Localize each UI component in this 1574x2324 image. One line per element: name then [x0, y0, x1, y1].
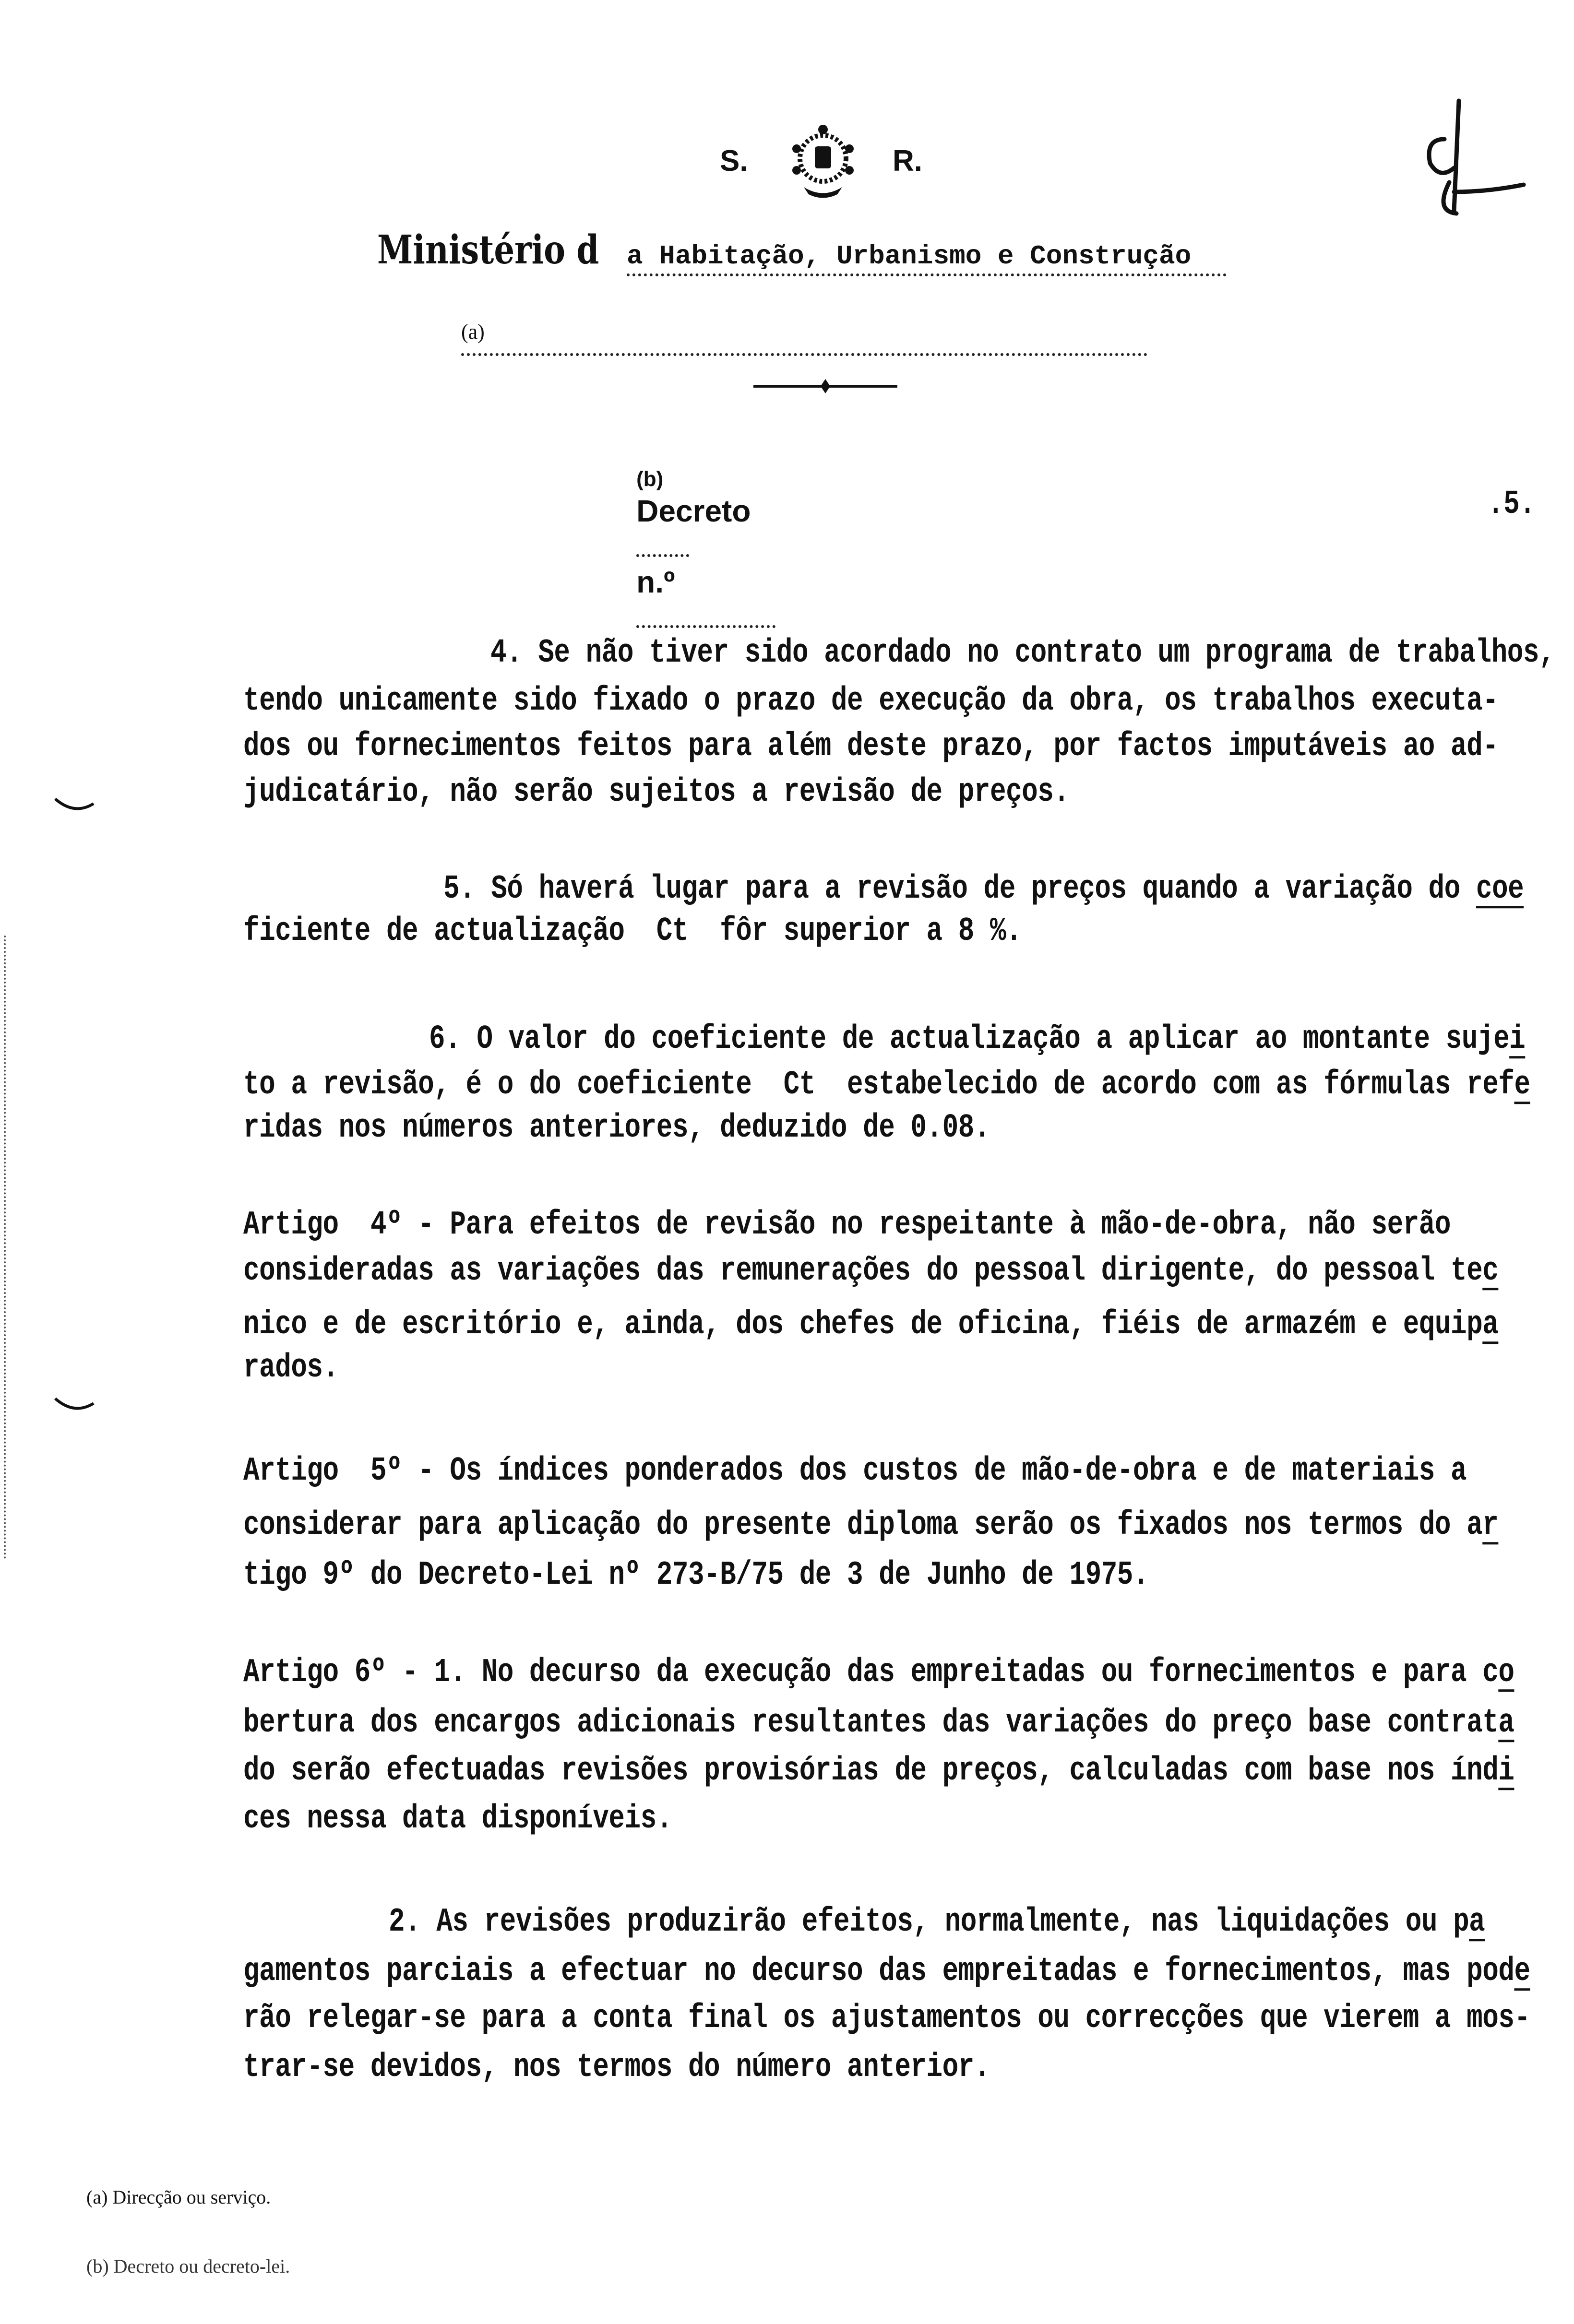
field-a-marker: (a) [461, 320, 485, 344]
hyphenation-fragment: a [1498, 1703, 1514, 1742]
binding-edge [4, 936, 9, 1559]
ministry-name: a Habitação, Urbanismo e Construção [627, 241, 1227, 276]
body-line [243, 1952, 1530, 1990]
body-line [243, 1799, 672, 1838]
body-line [243, 1251, 1498, 1290]
body-line-text: tigo 9º do Decreto-Lei nº 273-B/75 de 3 de Junho de 1975. [243, 1555, 1149, 1594]
body-line-text: 2. As revisões produzirão efeitos, normalmente, nas liquidações ou p [389, 1902, 1469, 1941]
body-line [243, 772, 1069, 811]
body-line [429, 1020, 1525, 1058]
hyphenation-fragment: i [1509, 1020, 1526, 1058]
body-line [243, 1305, 1498, 1343]
body-line-text: rados. [243, 1348, 339, 1387]
coat-of-arms-seal-icon [777, 120, 869, 202]
hyphenation-fragment: e [1514, 1065, 1530, 1103]
header-r: R. [893, 144, 922, 178]
body-line [243, 1703, 1514, 1742]
decreto-type-blank [636, 554, 689, 557]
body-line [389, 1902, 1485, 1941]
body-line-text: 5. Só haverá lugar para a revisão de preços quando a variação do [443, 869, 1476, 908]
body-line [243, 681, 1498, 720]
hyphenation-fragment: coe [1476, 869, 1524, 908]
footnote-b: (b) Decreto ou decreto-lei. [86, 2255, 290, 2277]
hyphenation-fragment: a [1469, 1902, 1485, 1941]
body-line-text: Artigo 5º - Os índices ponderados dos custos de mão-de-obra e de materiais a [243, 1451, 1467, 1490]
hyphenation-fragment: r [1482, 1506, 1499, 1544]
ornament-divider [753, 377, 897, 396]
footnotes [86, 2140, 518, 2324]
field-b-marker: (b) [636, 467, 664, 491]
body-line [490, 633, 1555, 672]
body-line-text: ces nessa data disponíveis. [243, 1799, 672, 1838]
margin-mark [53, 796, 96, 816]
body-line [243, 1653, 1514, 1691]
body-line [243, 1348, 339, 1387]
hyphenation-fragment: c [1482, 1251, 1499, 1290]
body-line [243, 1751, 1514, 1790]
field-a [453, 312, 1147, 367]
numero-label: n.º [636, 565, 675, 599]
footnote-a: (a) Direcção ou serviço. [86, 2186, 271, 2208]
body-line [243, 1205, 1451, 1244]
hyphenation-fragment: a [1482, 1305, 1499, 1343]
body-line [243, 2048, 990, 2086]
handwritten-initials-signature [1401, 96, 1531, 221]
ministry-title [370, 218, 1227, 285]
hyphenation-fragment: i [1498, 1751, 1514, 1790]
body-line-text: ficiente de actualização Ct fôr superior a 8 %. [243, 912, 1022, 950]
body-line [443, 869, 1524, 908]
body-line [243, 1506, 1498, 1544]
field-a-dotted-line [461, 344, 1147, 356]
decreto-number-blank [636, 625, 775, 628]
body-line-text: consideradas as variações das remunerações do pessoal dirigente, do pessoal te [243, 1251, 1483, 1290]
body-line-text: do serão efectuadas revisões provisórias de preços, calculadas com base nos índ [243, 1751, 1499, 1790]
body-line [243, 912, 1022, 950]
body-line-text: tendo unicamente sido fixado o prazo de execução da obra, os trabalhos executa- [243, 681, 1499, 720]
hyphenation-fragment: e [1514, 1952, 1530, 1990]
body-line-text: rão relegar-se para a conta final os ajustamentos ou correcções que vierem a mos- [243, 1999, 1530, 2037]
hyphenation-fragment: o [1498, 1653, 1514, 1691]
body-line-text: trar-se devidos, nos termos do número anterior. [243, 2048, 990, 2086]
body-line-text: dos ou fornecimentos feitos para além deste prazo, por factos imputáveis ao ad- [243, 727, 1499, 765]
body-line-text: gamentos parciais a efectuar no decurso das empreitadas e fornecimentos, mas pod [243, 1952, 1514, 1990]
body-line [243, 1108, 990, 1147]
body-line [243, 1065, 1530, 1103]
body-line [243, 1555, 1149, 1594]
body-line [243, 1999, 1530, 2037]
body-line-text: 4. Se não tiver sido acordado no contrato um programa de trabalhos, [490, 633, 1555, 672]
body-line-text: considerar para aplicação do presente diploma serão os fixados nos termos do a [243, 1506, 1483, 1544]
body-line [243, 727, 1498, 765]
body-line-text: Artigo 4º - Para efeitos de revisão no respeitante à mão-de-obra, não serão [243, 1205, 1451, 1244]
body-line-text: to a revisão, é o do coeficiente Ct estabelecido de acordo com as fórmulas ref [243, 1065, 1514, 1103]
body-line-text: ridas nos números anteriores, deduzido de 0.08. [243, 1108, 990, 1147]
body-line-text: bertura dos encargos adicionais resultantes das variações do preço base contrat [243, 1703, 1499, 1742]
margin-mark [53, 1396, 96, 1415]
body-line [243, 1451, 1467, 1490]
body-line-text: judicatário, não serão sujeitos a revisão de preços. [243, 772, 1070, 811]
body-line-text: 6. O valor do coeficiente de actualização a aplicar ao montante suje [429, 1020, 1510, 1058]
header-s: S. [720, 144, 748, 178]
body-line-text: Artigo 6º - 1. No decurso da execução das empreitadas ou fornecimentos e para c [243, 1653, 1499, 1691]
decreto-label: Decreto [636, 494, 751, 528]
ministry-prefix: Ministério d [377, 227, 599, 273]
page-number: .5. [1488, 485, 1536, 523]
body-line-text: nico e de escritório e, ainda, dos chefes de oficina, fiéis de armazém e equip [243, 1305, 1483, 1343]
